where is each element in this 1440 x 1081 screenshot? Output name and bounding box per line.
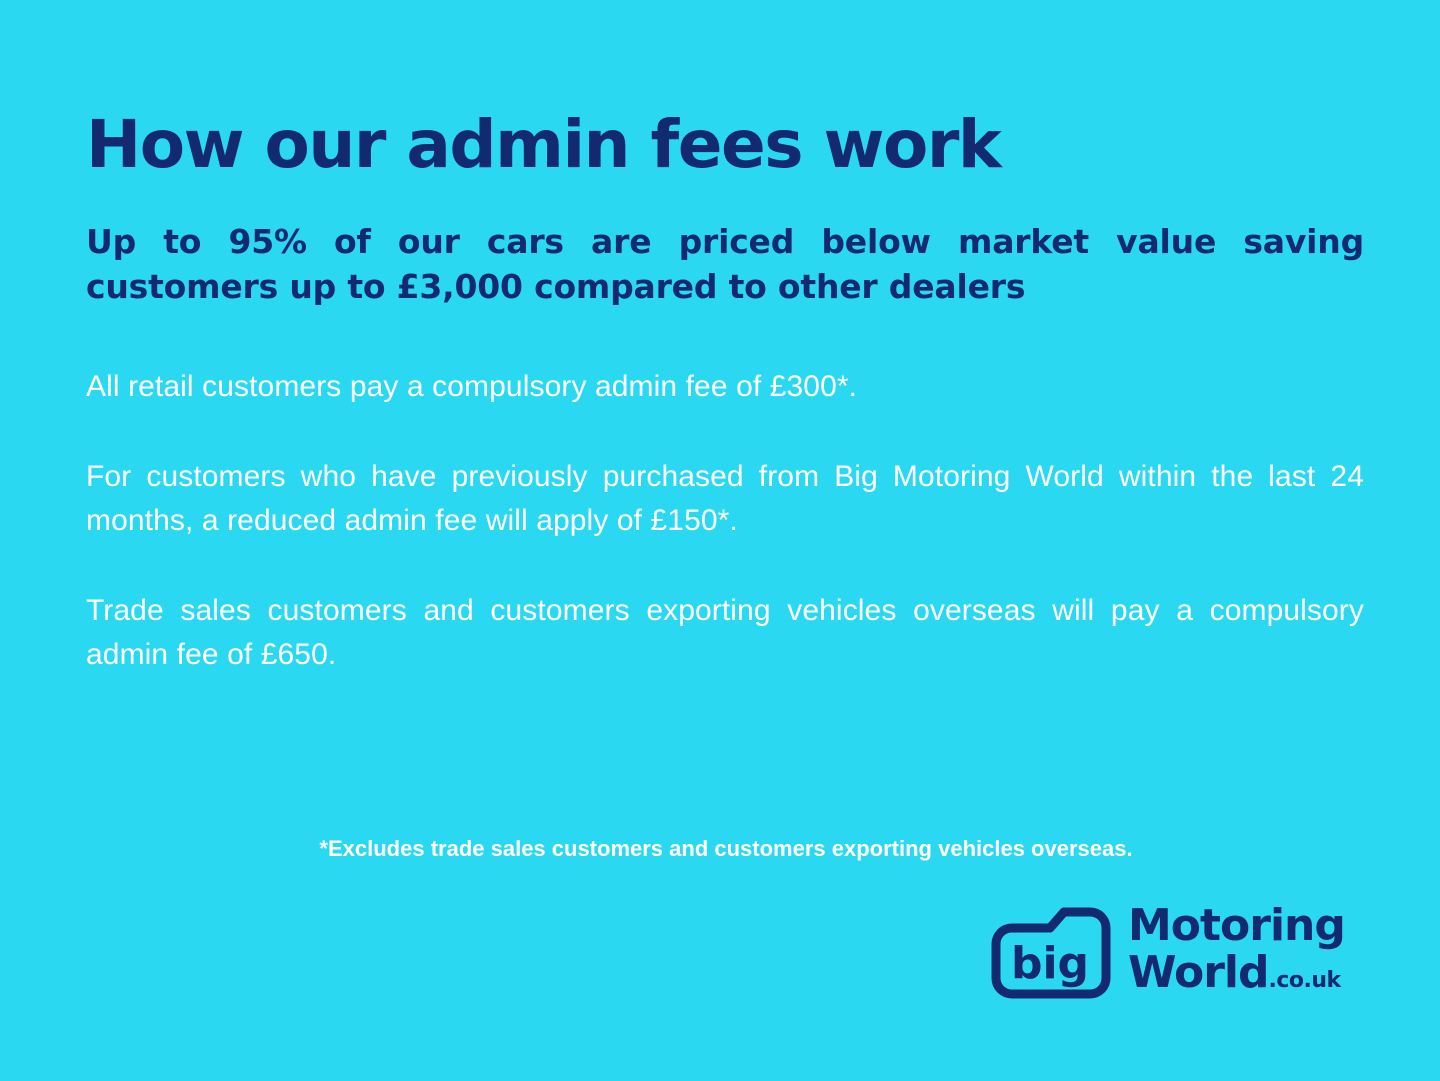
brand-wordmark	[1128, 900, 1378, 999]
big-car-logo-icon	[986, 904, 1118, 1008]
page-title: How our admin fees work	[86, 106, 1001, 183]
brand-line-2-word: World	[1128, 947, 1269, 999]
paragraph-retail-fee: All retail customers pay a compulsory admin fee of £300*.	[86, 370, 858, 404]
footnote: *Excludes trade sales customers and customers exporting vehicles overseas.	[319, 836, 1133, 861]
body-text-block	[86, 309, 1366, 677]
brand-tld: .co.uk	[1268, 968, 1341, 994]
paragraph-trade-export-fee: Trade sales customers and customers exporting vehicles overseas will pay a compulsory admin fee of £650.	[86, 594, 1364, 672]
slide-content	[86, 0, 1366, 678]
brand-logo	[986, 896, 1376, 1016]
subheading: Up to 95% of our cars are priced below market value saving customers up to £3,000 compared to other dealers	[86, 222, 1364, 306]
brand-line-2	[1128, 947, 1378, 999]
svg-text:big: big	[1010, 938, 1090, 989]
paragraph-returning-customer-fee: For customers who have previously purchased from Big Motoring World within the last 24 months, a reduced admin fee will apply of £150*.	[86, 460, 1364, 538]
brand-line-1: Motoring	[1128, 900, 1345, 951]
